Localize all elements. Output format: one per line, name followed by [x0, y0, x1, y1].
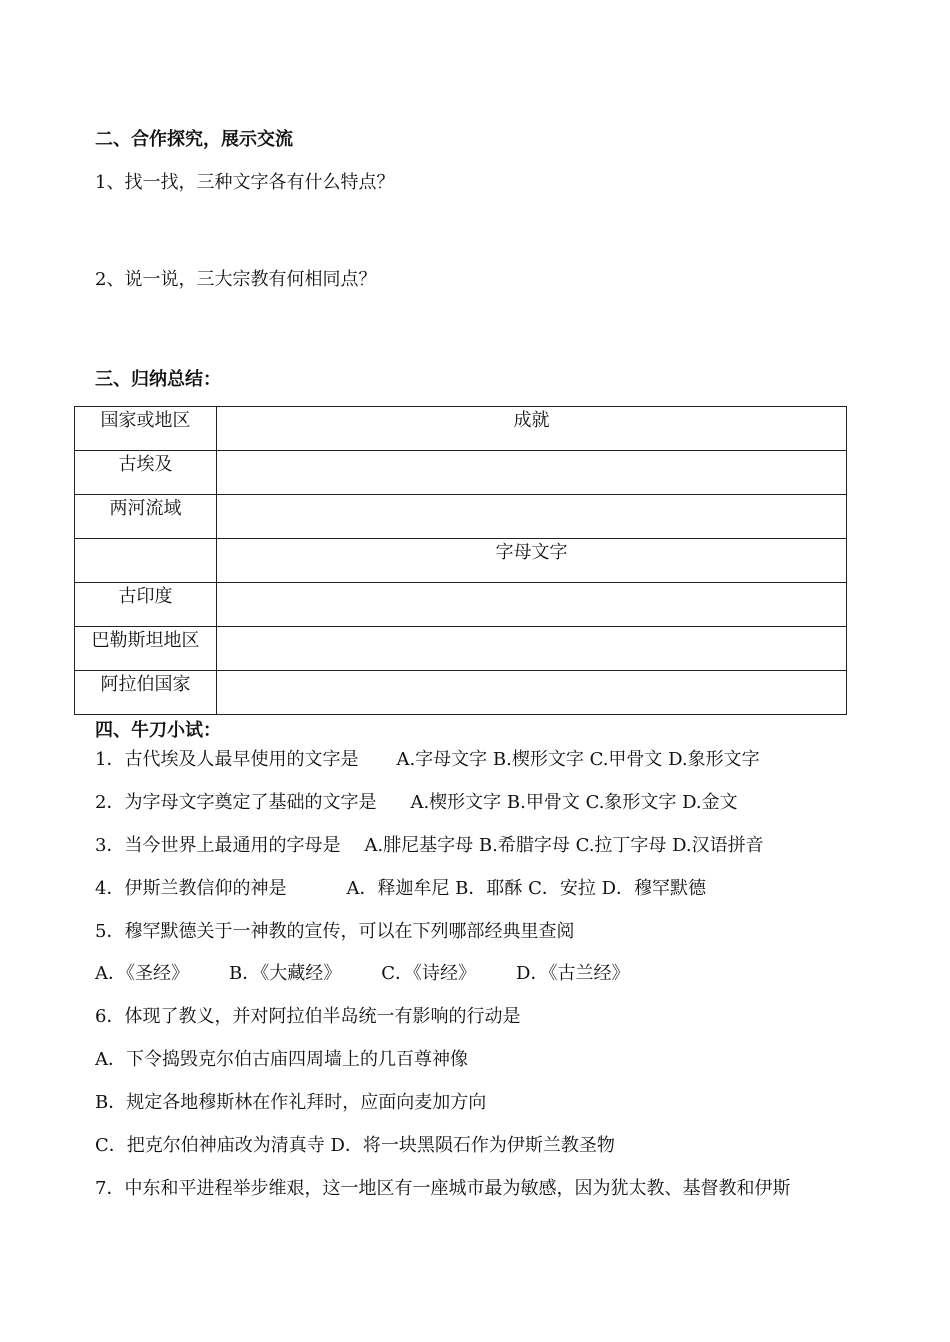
quiz-item-4 [95, 877, 706, 901]
quiz-item-5: 5．穆罕默德关于一神教的宣传，可以在下列哪部经典里查阅 [95, 921, 575, 942]
table-cell-achievement: 字母文字 [217, 539, 847, 583]
quiz-item-6-option-b: B．规定各地穆斯林在作礼拜时，应面向麦加方向 [95, 1092, 487, 1113]
question-1-writing: 1、找一找，三种文字各有什么特点？ [95, 172, 395, 193]
table-row [75, 627, 847, 671]
table-cell-region [75, 539, 217, 583]
quiz-item-5-options [95, 962, 629, 986]
summary-table [74, 406, 847, 715]
table-cell-region: 阿拉伯国家 [75, 671, 217, 715]
quiz-item-6-option-a: A．下令捣毁克尔伯古庙四周墙上的几百尊神像 [95, 1049, 468, 1070]
quiz-question: 3．当今世界上最通用的字母是 [95, 835, 341, 856]
table-row [75, 583, 847, 627]
quiz-question: 2．为字母文字奠定了基础的文字是 [95, 792, 377, 813]
table-cell-achievement [217, 671, 847, 715]
table-row [75, 495, 847, 539]
quiz-item-7: 7．中东和平进程举步维艰，这一地区有一座城市最为敏感，因为犹太教、基督教和伊斯 [95, 1178, 791, 1199]
quiz-options: A．释迦牟尼 B．耶酥 C．安拉 D．穆罕默德 [346, 878, 707, 899]
table-row [75, 671, 847, 715]
table-cell-achievement [217, 583, 847, 627]
section-3-title: 三、归纳总结： [95, 369, 221, 390]
quiz-item-2 [95, 791, 738, 815]
table-row [75, 539, 847, 583]
table-header-cell: 国家或地区 [75, 407, 217, 451]
quiz-options: A.腓尼基字母 B.希腊字母 C.拉丁字母 D.汉语拼音 [364, 835, 764, 856]
quiz-item-3 [95, 834, 764, 858]
table-header-cell: 成就 [217, 407, 847, 451]
table-cell-region: 古印度 [75, 583, 217, 627]
quiz-item-6: 6．体现了教义，并对阿拉伯半岛统一有影响的行动是 [95, 1006, 521, 1027]
table-cell-region: 巴勒斯坦地区 [75, 627, 217, 671]
quiz-option: B．《大藏经》 [229, 963, 342, 984]
section-4-title: 四、牛刀小试： [95, 720, 221, 741]
quiz-options: A.字母文字 B.楔形文字 C.甲骨文 D.象形文字 [396, 749, 760, 770]
quiz-item-6-option-cd: C．把克尔伯神庙改为清真寺 D．将一块黑陨石作为伊斯兰教圣物 [95, 1135, 615, 1156]
question-2-religions: 2、说一说，三大宗教有何相同点？ [95, 269, 377, 290]
table-cell-achievement [217, 627, 847, 671]
table-cell-region: 古埃及 [75, 451, 217, 495]
table-cell-region: 两河流域 [75, 495, 217, 539]
quiz-question: 1．古代埃及人最早使用的文字是 [95, 749, 359, 770]
quiz-options: A.楔形文字 B.甲骨文 C.象形文字 D.金文 [410, 792, 738, 813]
table-cell-achievement [217, 495, 847, 539]
quiz-option: C．《诗经》 [381, 963, 477, 984]
quiz-item-1 [95, 748, 760, 772]
quiz-question: 4．伊斯兰教信仰的神是 [95, 878, 287, 899]
table-cell-achievement [217, 451, 847, 495]
table-header-row [75, 407, 847, 451]
table-row [75, 451, 847, 495]
quiz-option: A．《圣经》 [95, 963, 189, 984]
section-2-title: 二、合作探究，展示交流 [95, 129, 293, 150]
quiz-option: D．《古兰经》 [516, 963, 630, 984]
